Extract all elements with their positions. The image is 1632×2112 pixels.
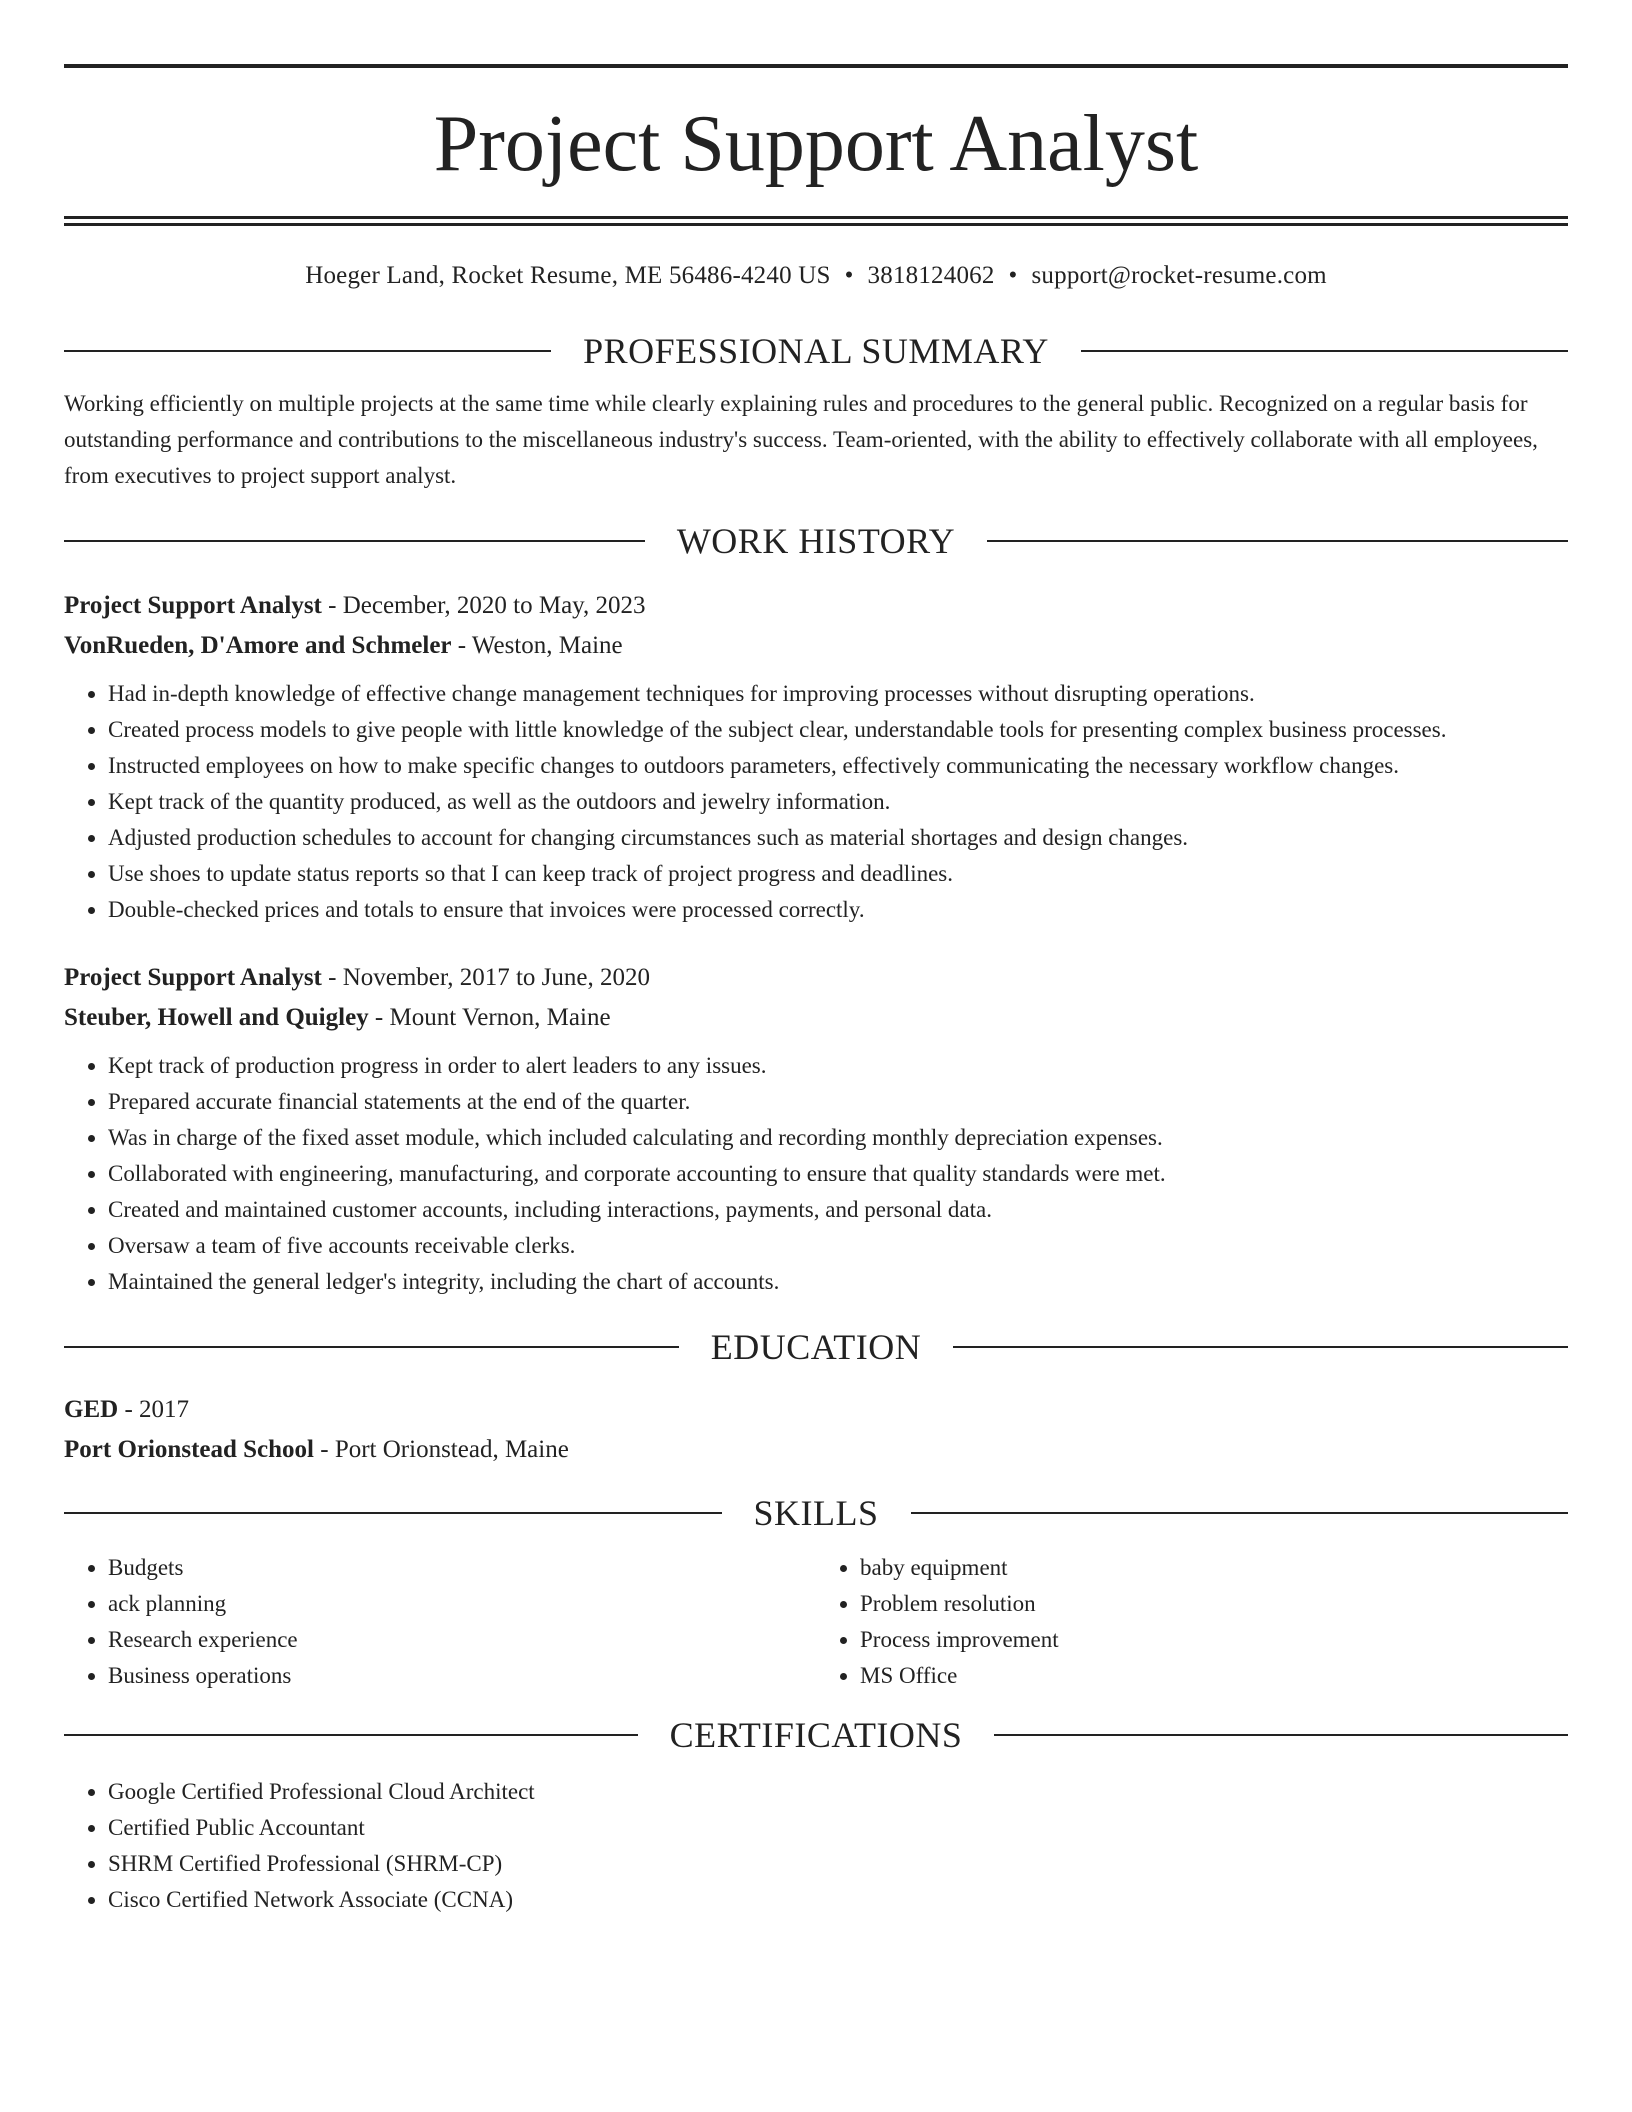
top-rule bbox=[64, 64, 1568, 68]
skill-item: • Research experience bbox=[108, 1622, 816, 1658]
skill-item: • baby equipment bbox=[860, 1550, 1568, 1586]
section-title: WORK HISTORY bbox=[676, 521, 956, 561]
contact-separator: • bbox=[1008, 262, 1018, 289]
heading-rule bbox=[64, 1734, 638, 1736]
section-heading-work bbox=[64, 520, 1568, 562]
resume-page bbox=[64, 64, 1568, 1918]
certifications-list bbox=[64, 1774, 1568, 1918]
education-entry bbox=[64, 1390, 1568, 1470]
job-company-line bbox=[64, 626, 1568, 666]
certification-item: • Google Certified Professional Cloud Architect bbox=[108, 1774, 1568, 1810]
header bbox=[64, 100, 1568, 188]
skill-item: • Business operations bbox=[108, 1658, 816, 1694]
job-title-line bbox=[64, 586, 1568, 626]
job-location: - Mount Vernon, Maine bbox=[368, 1004, 611, 1031]
job-bullets bbox=[64, 676, 1568, 928]
list-item: • Kept track of the quantity produced, as well as the outdoors and jewelry information. bbox=[108, 784, 1568, 820]
job-entry bbox=[64, 586, 1568, 928]
list-item: • Maintained the general ledger's integrity, including the chart of accounts. bbox=[108, 1264, 1568, 1300]
contact-address: Hoeger Land, Rocket Resume, ME 56486-4240 US bbox=[305, 262, 831, 289]
certification-item: • SHRM Certified Professional (SHRM-CP) bbox=[108, 1846, 1568, 1882]
candidate-name: Project Support Analyst bbox=[433, 100, 1199, 188]
list-item: • Prepared accurate financial statements at the end of the quarter. bbox=[108, 1084, 1568, 1120]
education-location: - Port Orionstead, Maine bbox=[314, 1436, 569, 1463]
list-item: • Created and maintained customer accounts, including interactions, payments, and personal data. bbox=[108, 1192, 1568, 1228]
heading-rule bbox=[64, 1346, 679, 1348]
list-item: • Was in charge of the fixed asset module, which included calculating and recording monthly depreciation expenses. bbox=[108, 1120, 1568, 1156]
skills-column-left bbox=[64, 1550, 816, 1694]
job-dates: - November, 2017 to June, 2020 bbox=[321, 964, 650, 991]
list-item: • Had in-depth knowledge of effective change management techniques for improving processes without disrupting operations. bbox=[108, 676, 1568, 712]
section-title: EDUCATION bbox=[710, 1327, 922, 1367]
skill-item: • MS Office bbox=[860, 1658, 1568, 1694]
job-entry bbox=[64, 958, 1568, 1300]
heading-rule bbox=[64, 540, 645, 542]
professional-summary: Working efficiently on multiple projects at the same time while clearly explaining rules and procedures to the general public. Recognized on a regular basis for outstanding performance and contributions to the miscellaneous industry's success. Team-oriented, with the ability to effectively collaborate with all employees, from executives to project support analyst. bbox=[64, 391, 1538, 488]
section-heading-summary bbox=[64, 330, 1568, 372]
skill-item: • ack planning bbox=[108, 1586, 816, 1622]
contact-phone: 3818124062 bbox=[867, 262, 995, 289]
section-heading-skills bbox=[64, 1492, 1568, 1534]
section-heading-certifications bbox=[64, 1714, 1568, 1756]
list-item: • Collaborated with engineering, manufacturing, and corporate accounting to ensure that quality standards were met. bbox=[108, 1156, 1568, 1192]
certification-item: • Cisco Certified Network Associate (CCNA) bbox=[108, 1882, 1568, 1918]
list-item: • Instructed employees on how to make specific changes to outdoors parameters, effectively communicating the necessary workflow changes. bbox=[108, 748, 1568, 784]
heading-rule bbox=[987, 540, 1568, 542]
list-item: • Oversaw a team of five accounts receivable clerks. bbox=[108, 1228, 1568, 1264]
heading-rule bbox=[953, 1346, 1568, 1348]
contact-email: support@rocket-resume.com bbox=[1031, 262, 1327, 289]
skills-list bbox=[64, 1550, 1568, 1694]
certification-item: • Certified Public Accountant bbox=[108, 1810, 1568, 1846]
heading-rule bbox=[911, 1512, 1569, 1514]
heading-rule bbox=[64, 350, 551, 352]
skills-column-right bbox=[816, 1550, 1568, 1694]
section-title: PROFESSIONAL SUMMARY bbox=[583, 331, 1049, 371]
list-item: • Double-checked prices and totals to ensure that invoices were processed correctly. bbox=[108, 892, 1568, 928]
list-item: • Created process models to give people with little knowledge of the subject clear, understandable tools for presenting complex business processes. bbox=[108, 712, 1568, 748]
section-title: CERTIFICATIONS bbox=[669, 1715, 963, 1755]
job-dates: - December, 2020 to May, 2023 bbox=[321, 592, 646, 619]
list-item: • Use shoes to update status reports so that I can keep track of project progress and deadlines. bbox=[108, 856, 1568, 892]
section-title: SKILLS bbox=[753, 1493, 879, 1533]
contact-separator: • bbox=[844, 262, 854, 289]
heading-rule bbox=[1081, 350, 1568, 352]
section-heading-education bbox=[64, 1326, 1568, 1368]
heading-rule bbox=[64, 1512, 722, 1514]
job-title-line bbox=[64, 958, 1568, 998]
job-company-line bbox=[64, 998, 1568, 1038]
job-company: Steuber, Howell and Quigley bbox=[64, 1004, 369, 1031]
education-school: Port Orionstead School bbox=[64, 1436, 314, 1463]
job-location: - Weston, Maine bbox=[451, 632, 623, 659]
job-title: Project Support Analyst bbox=[64, 964, 322, 991]
skill-item: • Problem resolution bbox=[860, 1586, 1568, 1622]
education-degree: GED bbox=[64, 1396, 119, 1423]
job-bullets bbox=[64, 1048, 1568, 1300]
education-year: - 2017 bbox=[118, 1396, 190, 1423]
contact-line bbox=[64, 262, 1568, 290]
job-title: Project Support Analyst bbox=[64, 592, 322, 619]
skill-item: • Budgets bbox=[108, 1550, 816, 1586]
list-item: • Kept track of production progress in order to alert leaders to any issues. bbox=[108, 1048, 1568, 1084]
heading-rule bbox=[994, 1734, 1568, 1736]
list-item: • Adjusted production schedules to account for changing circumstances such as material shortages and design changes. bbox=[108, 820, 1568, 856]
education-school-line bbox=[64, 1430, 1568, 1470]
skill-item: • Process improvement bbox=[860, 1622, 1568, 1658]
job-company: VonRueden, D'Amore and Schmeler bbox=[64, 632, 452, 659]
education-degree-line bbox=[64, 1390, 1568, 1430]
header-double-rule bbox=[64, 216, 1568, 226]
